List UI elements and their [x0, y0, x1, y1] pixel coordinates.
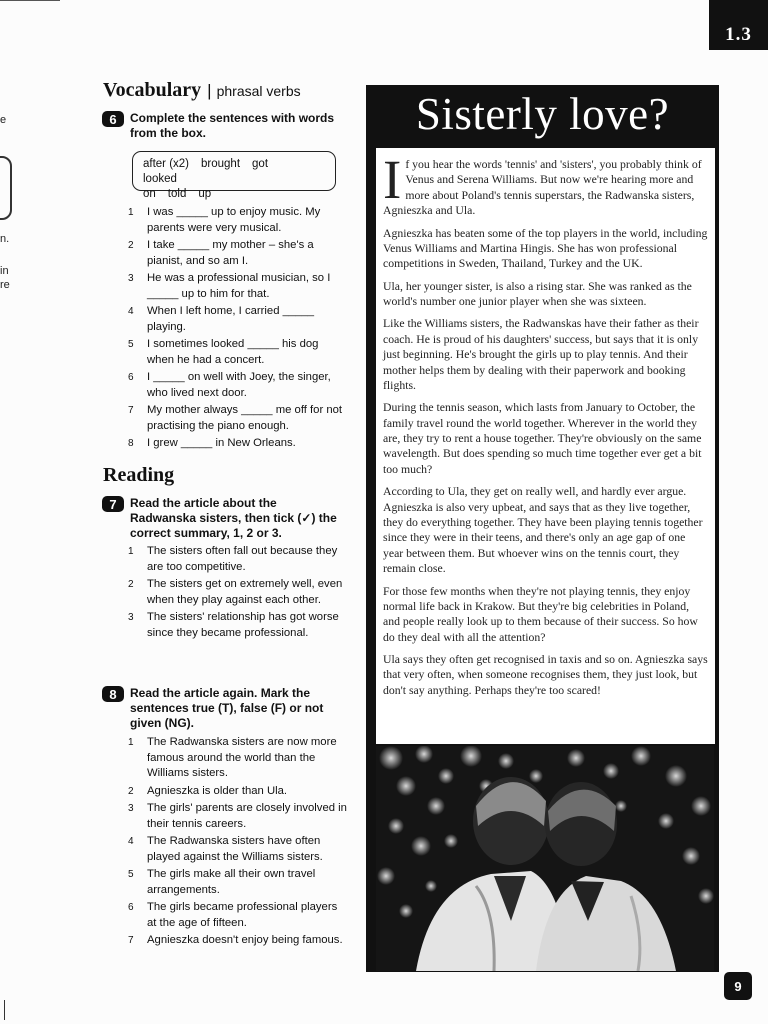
- exercise-6-instruction: Complete the sentences with words from the box.: [130, 111, 335, 140]
- word-box-item: up: [198, 188, 212, 200]
- item-text: Agnieszka is older than Ula.: [147, 784, 288, 797]
- article-paragraph: Agnieszka has beaten some of the top players in the world, including Venus Williams and Martina Hingis. She has won professional competitions in Sweden, Thailand, Turkey and the UK.: [383, 226, 708, 271]
- word-box-item: brought: [201, 158, 241, 170]
- list-item: [128, 784, 348, 800]
- article-paragraph: Ula, her younger sister, is also a rising star. She was ranked as the world's number one junior player when she was sixteen.: [383, 279, 692, 309]
- item-text: The Radwanska sisters have often played against the Williams sisters.: [147, 834, 323, 863]
- item-number: 5: [128, 868, 134, 880]
- photo-two-sisters-icon: [376, 746, 714, 971]
- top-edge-rule: [0, 0, 60, 1]
- exercise-7-instruction: Read the article about the Radwanska sisters, then tick (✓) the correct summary, 1, 2 or 3.: [130, 496, 337, 540]
- list-item: [128, 544, 348, 575]
- margin-fragment: in: [0, 265, 9, 277]
- item-number: 3: [128, 272, 134, 284]
- item-number: 6: [128, 901, 134, 913]
- item-text: I take _____ my mother – she's a pianist, and so am I.: [147, 238, 314, 267]
- section-tab: 1.3: [709, 0, 768, 50]
- item-text: The girls make all their own travel arrangements.: [147, 867, 316, 896]
- item-text: My mother always _____ me off for not practising the piano enough.: [147, 403, 343, 432]
- list-item: [128, 205, 348, 236]
- exercise-6-list: [128, 205, 348, 453]
- word-box-item: after (x2): [143, 158, 190, 170]
- list-item: [128, 577, 348, 608]
- list-item: [128, 867, 348, 898]
- article-paragraph: According to Ula, they get on really well, and hardly ever argue. Agnieszka is also very upbeat, and says that as they live together, they do everything together. They have been playing tennis together since they were in their teens, and there's only an age gap of one year between them. But whoever wins on the tennis court, they remain close.: [383, 485, 703, 576]
- item-number: 5: [128, 338, 134, 350]
- item-text: Agnieszka doesn't enjoy being famous.: [147, 933, 343, 946]
- article-paragraph: During the tennis season, which lasts from January to October, the family travel round the world together. Wherever in the world they are, they try to rent a house together. They're obviously on the same wavelength. But does spending so much time together ever get a bit too much?: [383, 401, 702, 476]
- margin-fragment: n.: [0, 233, 10, 245]
- margin-bracket: [0, 156, 12, 220]
- word-box: [132, 151, 336, 200]
- exercise-6-badge: 6: [102, 111, 124, 127]
- list-item: [128, 735, 348, 782]
- list-item: [128, 933, 348, 949]
- article-body: [376, 148, 715, 744]
- list-item: [128, 238, 348, 269]
- vocabulary-heading: Vocabulary | phrasal verbs: [103, 79, 301, 101]
- list-item: [128, 304, 348, 335]
- bottom-edge-tick: [4, 1000, 5, 1020]
- item-text: The sisters get on extremely well, even when they play against each other.: [147, 577, 343, 606]
- article-paragraph: [383, 149, 708, 219]
- item-text: I sometimes looked _____ his dog when he had a concert.: [147, 337, 319, 366]
- item-text: He was a professional musician, so I _____ up to him for that.: [147, 271, 331, 300]
- item-number: 2: [128, 785, 134, 797]
- list-item: [128, 271, 348, 302]
- item-text: The sisters often fall out because they are too competitive.: [147, 545, 338, 573]
- list-item: [128, 403, 348, 434]
- list-item: [128, 436, 348, 452]
- word-box-item: got: [252, 158, 269, 170]
- list-item: [128, 801, 348, 832]
- margin-fragment: e: [0, 114, 7, 126]
- item-number: 4: [128, 305, 134, 317]
- list-item: [128, 900, 348, 931]
- item-number: 4: [128, 835, 134, 847]
- item-text: The Radwanska sisters are now more famous around the world than the Williams sisters.: [147, 736, 337, 780]
- page-number: 9: [724, 972, 752, 1000]
- item-text: I grew _____ in New Orleans.: [147, 436, 296, 449]
- list-item: [128, 337, 348, 368]
- word-box-item: on: [143, 188, 156, 200]
- list-item: [128, 610, 348, 641]
- item-number: 1: [128, 737, 134, 748]
- item-number: 7: [128, 404, 134, 416]
- exercise-7-list: [128, 544, 348, 643]
- article-paragraph: Like the Williams sisters, the Radwanskas have their father as their coach. He is proud of his daughters' success, but says that it is only just beginning. He's brought the girls up to play tennis. And their mother helps them by dealing with their paperwork and booking flights.: [383, 317, 699, 392]
- item-text: The sisters' relationship has got worse since they became professional.: [147, 610, 339, 639]
- vocabulary-subtitle: phrasal verbs: [216, 83, 301, 99]
- exercise-8-badge: 8: [102, 686, 124, 702]
- item-number: 1: [128, 546, 134, 557]
- article-paragraph: For those few months when they're not playing tennis, they enjoy normal life back in Krakow. But they're big celebrities in Poland, and people really look up to them because of their success. So how do they deal with all the attention?: [383, 584, 698, 644]
- item-number: 3: [128, 802, 134, 814]
- item-number: 2: [128, 239, 134, 251]
- item-number: 7: [128, 934, 134, 946]
- item-number: 2: [128, 578, 134, 590]
- item-number: 3: [128, 611, 134, 623]
- article-title: Sisterly love?: [415, 89, 670, 139]
- list-item: [128, 834, 348, 865]
- sisters-photo: [376, 746, 714, 971]
- exercise-8-list: [128, 735, 348, 950]
- exercise-7-badge: 7: [102, 496, 124, 512]
- margin-fragment: re: [0, 279, 10, 291]
- item-text: I was _____ up to enjoy music. My parents were very musical.: [147, 206, 321, 234]
- item-text: I _____ on well with Joey, the singer, who lived next door.: [147, 370, 331, 399]
- vocabulary-title: Vocabulary: [103, 79, 202, 101]
- item-number: 6: [128, 371, 134, 383]
- drop-cap: I: [383, 149, 402, 210]
- item-number: 1: [128, 207, 134, 218]
- item-text: When I left home, I carried _____ playing.: [147, 304, 315, 333]
- item-text: The girls' parents are closely involved in their tennis careers.: [147, 801, 347, 830]
- word-box-item: told: [167, 188, 187, 200]
- article-paragraph: Ula says they often get recognised in taxis and so on. Agnieszka says that very often, when someone recognises them, they just look, but don't say anything. Perhaps they're too scared!: [383, 653, 708, 697]
- word-box-item: looked: [143, 173, 177, 185]
- article-paragraph-text: f you hear the words 'tennis' and 'sisters', you probably think of Venus and Serena Williams. But now we're hearing more and more about Poland's tennis superstars, the Radwanska sisters, Agnieszka and Ula.: [383, 158, 702, 218]
- item-text: The girls became professional players at the age of fifteen.: [147, 900, 338, 929]
- reading-heading: Reading: [103, 464, 175, 486]
- list-item: [128, 370, 348, 401]
- item-number: 8: [128, 437, 134, 449]
- exercise-8-instruction: Read the article again. Mark the sentences true (T), false (F) or not given (NG).: [130, 686, 324, 730]
